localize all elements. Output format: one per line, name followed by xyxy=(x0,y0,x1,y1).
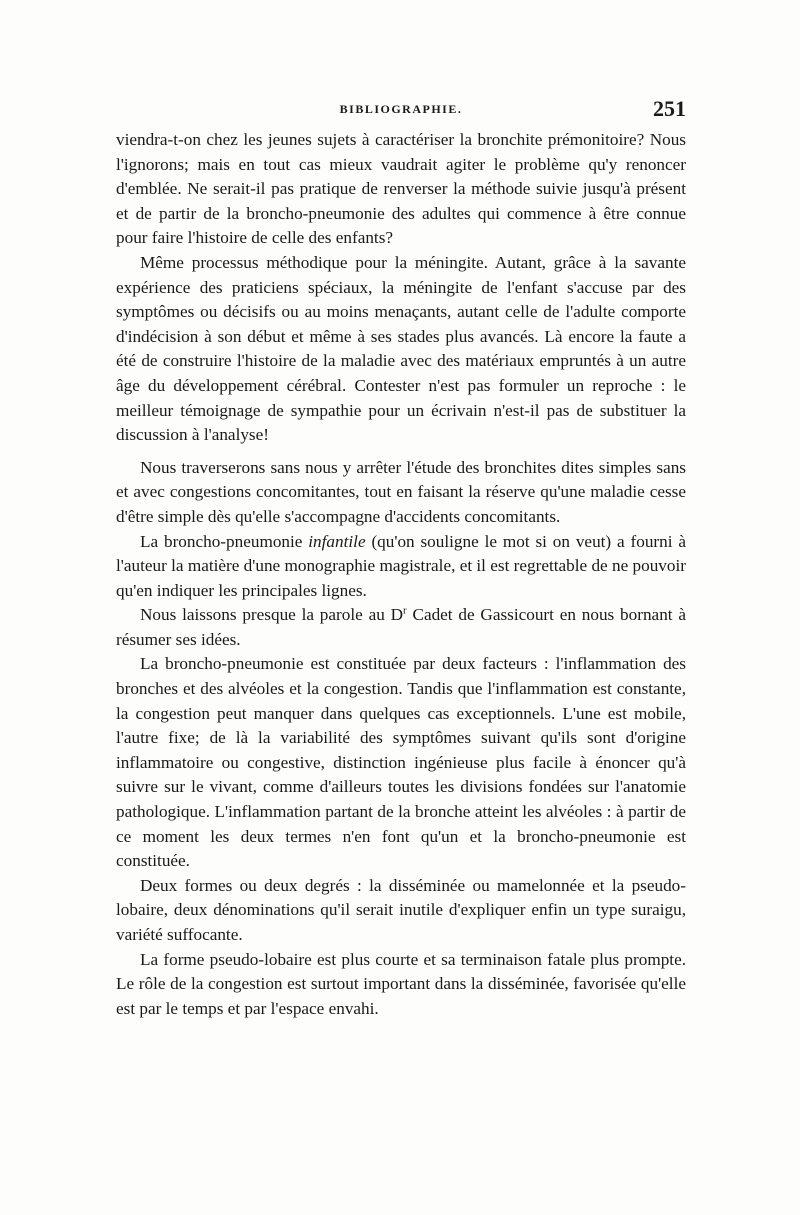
page-number: 251 xyxy=(653,96,686,121)
running-title: BIBLIOGRAPHIE. xyxy=(339,102,463,116)
paragraph-bronchites-simples: Nous traverserons sans nous y arrêter l'étude des bronchites dites simples sans et avec congestions concomitantes, tout en faisant la réserve qu'une maladie cesse d'être simple dès qu'elle s'accompagne d'accidents concomitants. xyxy=(116,457,686,526)
paragraph-text-before: Nous laissons presque la parole au D xyxy=(140,605,404,625)
paragraph-text-after: Cadet de Gassicourt en nous bornant à résumer ses idées. xyxy=(116,605,686,649)
paragraph-formes: Deux formes ou deux degrés : la disséminée ou mamelonnée et la pseudo-lobaire, deux dénominations qu'il serait inutile d'expliquer enfin un type suraigu, variété suffocante. xyxy=(116,875,686,944)
paragraph-meningite: Même processus méthodique pour la méningite. Autant, grâce à la savante expérience des praticiens spéciaux, la méningite de l'enfant s'accuse par des symptômes ou décisifs ou au moins menaçants, autant celle de l'adulte comporte d'indécision à son début et même à ses stades plus avancés. Là encore la faute a été de construire l'histoire de la maladie avec des matériaux empruntés à un autre âge du développement cérébral. Contester n'est pas formuler un reproche : le meilleur témoignage de sympathie pour un écrivain n'est-il pas de substituer la discussion à l'analyse! xyxy=(116,252,686,445)
running-head xyxy=(116,96,686,126)
paragraph-text-after: (qu'on souligne le mot si on veut) a fourni à l'auteur la matière d'une monographie magistrale, et il est regrettable de ne pouvoir qu'en indiquer les principales lignes. xyxy=(116,531,687,600)
paragraph-facteurs: La broncho-pneumonie est constituée par deux facteurs : l'inflammation des bronches et des alvéoles et la congestion. Tandis que l'inflammation est constante, la congestion peut manquer dans quelques cas exceptionnels. L'une est mobile, l'autre fixe; de là la variabilité des symptômes suivant qu'ils sont d'origine inflammatoire ou congestive, distinction ingénieuse plus facile à énoncer qu'à suivre sur le vivant, comme d'ailleurs toutes les divisions fondées sur l'anatomie pathologique. L'inflammation partant de la bronche atteint les alvéoles : à partir de ce moment les deux termes n'en font qu'un et la broncho-pneumonie est constituée. xyxy=(116,654,686,871)
paragraph-continuation: viendra-t-on chez les jeunes sujets à caractériser la bronchite prémonitoire? Nous l'ignorons; mais en tout cas mieux vaudrait agiter le problème qu'y renoncer d'emblée. Ne serait-il pas pratique de renverser la méthode suivie jusqu'à présent et de partir de la broncho-pneumonie des adultes qui commence à être connue pour faire l'histoire de celle des enfants? xyxy=(116,130,686,248)
paragraph-forme-pseudo-lobaire: La forme pseudo-lobaire est plus courte et sa terminaison fatale plus prompte. Le rôle de la congestion est surtout important dans la disséminée, favorisée qu'elle est par le temps et par l'espace envahi. xyxy=(116,949,686,1018)
emphasized-word: infantile xyxy=(308,531,366,551)
paragraph-cadet-de-gassicourt xyxy=(116,603,686,652)
doctor-abbreviation-superscript: r xyxy=(403,604,407,617)
paragraph-text-before: La broncho-pneumonie xyxy=(140,531,309,551)
body-text xyxy=(116,128,686,1021)
paragraph-broncho-pneumonie-infantile xyxy=(116,530,686,604)
